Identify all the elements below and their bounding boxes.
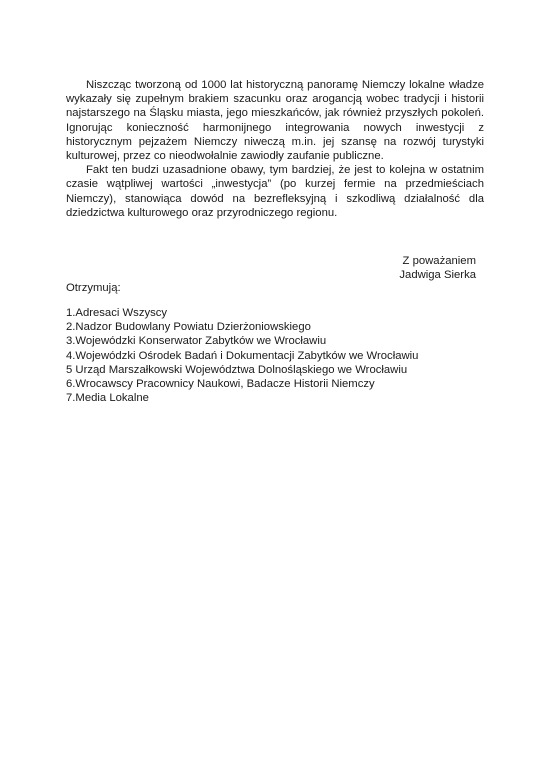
recipient-item: 3.Wojewódzki Konserwator Zabytków we Wrocławiu <box>66 335 327 348</box>
recipients-list <box>66 306 418 405</box>
paragraph-1: Niszcząc tworzoną od 1000 lat historyczną panoramę Niemczy lokalne władze wykazały się zupełnym brakiem szacunku oraz arogancją wobec tradycji i historii najstarszego na Śląsku miasta, jego mieszkańców, jak również przyszłych pokoleń. Ignorując konieczność harmonijnego integrowania nowych inwestycji z historycznym pejzażem Niemczy niweczą m.in. jej szansę na rozwój turystyki kulturowej, przez co nieodwołalnie zawiodły zaufanie publiczne. <box>66 79 484 163</box>
recipient-item: 4.Wojewódzki Ośrodek Badań i Dokumentacji Zabytków we Wrocławiu <box>66 349 419 362</box>
recipient-item: 7.Media Lokalne <box>66 392 149 405</box>
signature-block <box>66 254 484 282</box>
signature-name: Jadwiga Sierka <box>399 269 476 282</box>
recipient-item: 5 Urząd Marszałkowski Województwa Dolnośląskiego we Wrocławiu <box>66 363 408 376</box>
paragraph-2: Fakt ten budzi uzasadnione obawy, tym bardziej, że jest to kolejna w ostatnim czasie wątpliwej wartości „inwestycja” (po kurzej fermie na przedmieściach Niemczy), stanowiąca dowód na bezrefleksyjną i szkodliwą działalność dla dziedzictwa kulturowego oraz przyrodniczego regionu. <box>66 164 484 219</box>
closing-text: Z poważaniem <box>402 255 476 267</box>
recipients-heading: Otrzymują: <box>66 282 121 294</box>
recipient-item: 6.Wrocawscy Pracownicy Naukowi, Badacze Historii Niemczy <box>66 378 375 391</box>
recipient-item: 1.Adresaci Wszyscy <box>66 307 168 319</box>
recipient-item: 2.Nadzor Budowlany Powiatu Dzierżoniowskiego <box>66 321 311 334</box>
letter-body <box>66 78 484 220</box>
